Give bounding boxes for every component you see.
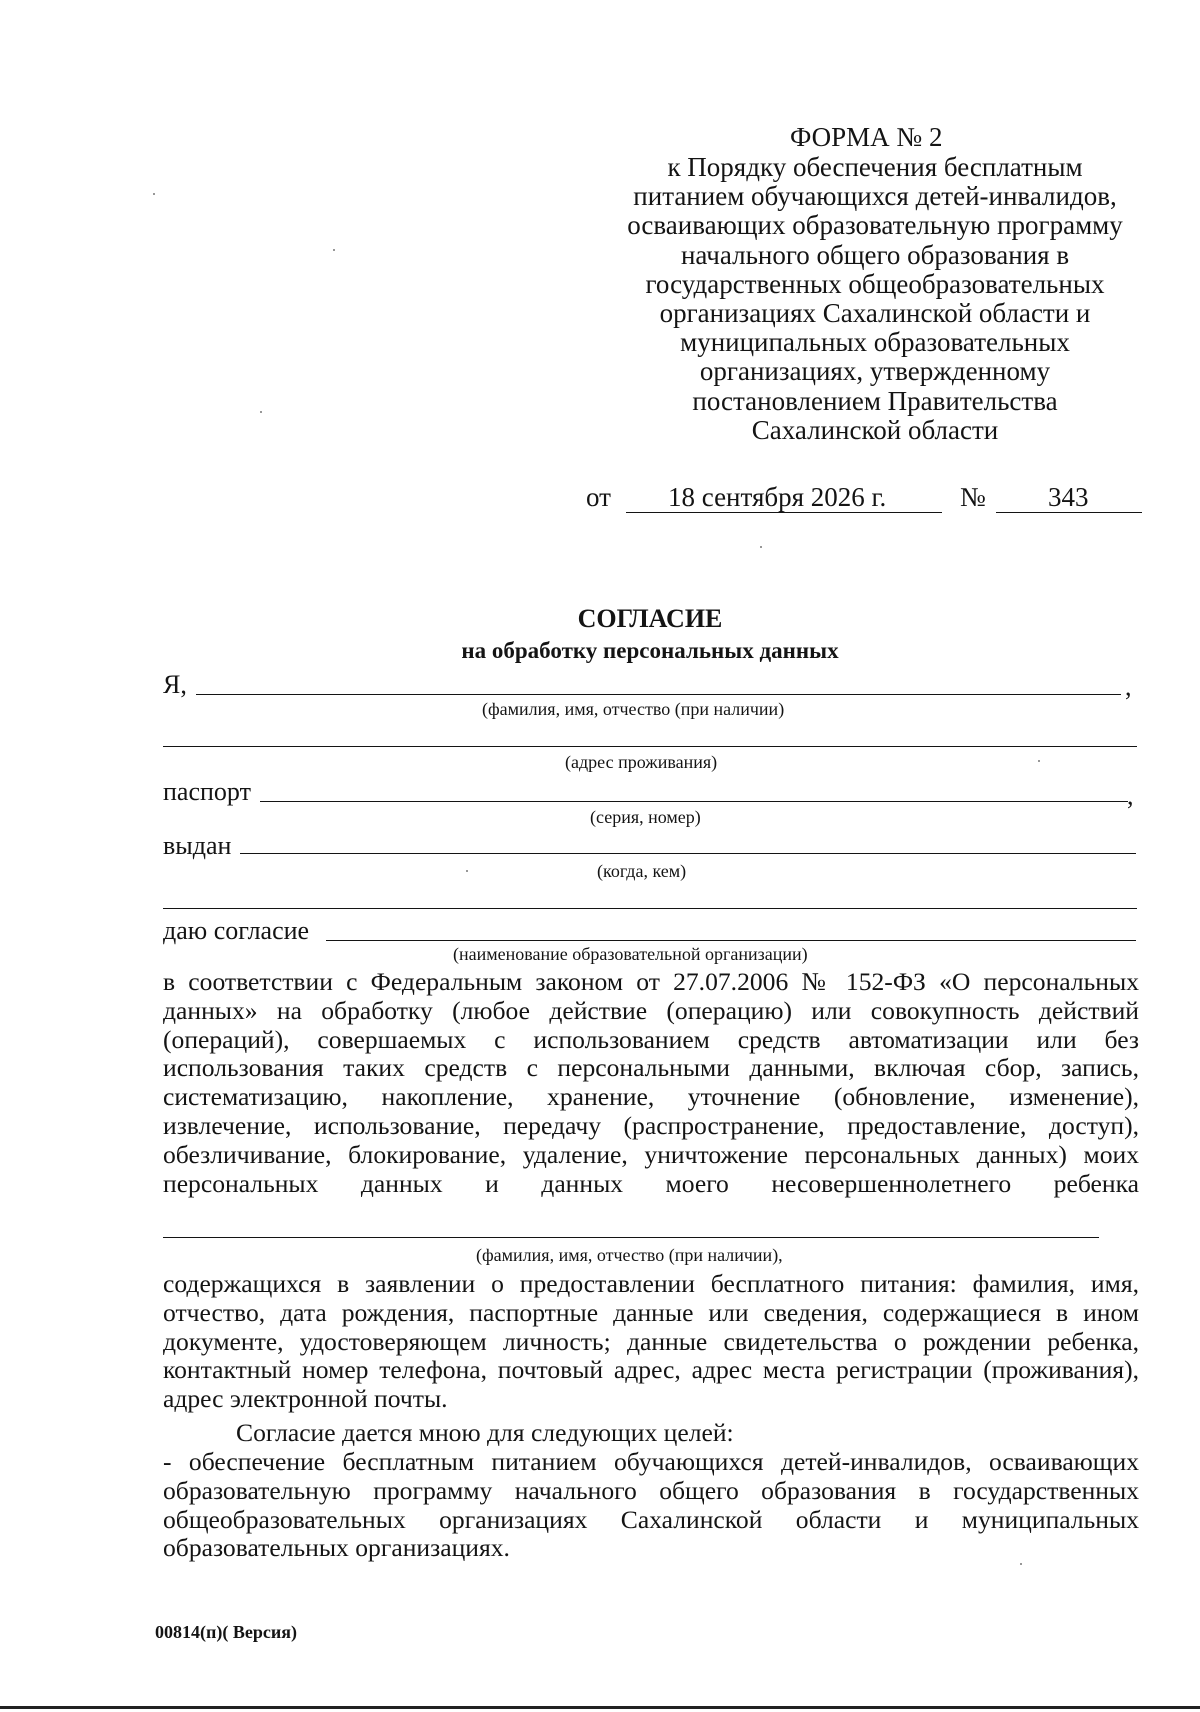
document-version-code: 00814(п)( Версия) bbox=[155, 1622, 297, 1642]
paragraph-line: образовательную программу начального общего образования в государственных bbox=[163, 1475, 1139, 1505]
child-fio-field[interactable] bbox=[163, 1237, 1099, 1238]
header-line: начального общего образования в bbox=[680, 239, 1070, 270]
passport-field[interactable] bbox=[260, 801, 1128, 802]
paragraph-line: документе, удостоверяющем личность; данные свидетельства о рождении ребенка, bbox=[163, 1326, 1139, 1356]
issued-field-continued[interactable] bbox=[163, 908, 1137, 909]
scan-speck bbox=[466, 870, 468, 872]
header-line: организациях, утвержденному bbox=[699, 356, 1051, 387]
organization-field[interactable] bbox=[326, 940, 1136, 941]
ya-label: Я, bbox=[163, 670, 187, 699]
header-line: постановлением Правительства bbox=[692, 385, 1058, 416]
child-fio-hint: (фамилия, имя, отчество (при наличии), bbox=[476, 1245, 783, 1265]
fio-comma: , bbox=[1125, 672, 1132, 701]
address-hint: (адрес проживания) bbox=[565, 752, 718, 772]
number-label: № bbox=[960, 482, 986, 512]
header-line: осваивающих образовательную программу bbox=[627, 210, 1123, 241]
paragraph-line: контактный номер телефона, почтовый адрес, адрес места регистрации (проживания), bbox=[163, 1355, 1139, 1385]
paragraph-line: использования таких средств с персональными данными, включая сбор, запись, bbox=[163, 1053, 1139, 1083]
issued-label: выдан bbox=[163, 831, 232, 860]
paragraph-line: данных» на обработку (любое действие (операцию) или совокупность действий bbox=[163, 995, 1139, 1025]
fio-field[interactable] bbox=[196, 694, 1121, 695]
paragraph-line: персональных данных и данных моего несовершеннолетнего ребенка bbox=[163, 1168, 1139, 1198]
decree-date-number-line bbox=[586, 482, 1146, 514]
data-list-paragraph bbox=[163, 1270, 1139, 1414]
passport-comma: , bbox=[1127, 781, 1134, 810]
issued-field[interactable] bbox=[240, 853, 1136, 854]
paragraph-line: адрес электронной почты. bbox=[163, 1384, 448, 1414]
form-number-title: ФОРМА № 2 bbox=[790, 122, 943, 152]
paragraph-line: общеобразовательных организациях Сахалинской области и муниципальных bbox=[163, 1504, 1139, 1534]
paragraph-line: - обеспечение бесплатным питанием обучающихся детей-инвалидов, осваивающих bbox=[163, 1447, 1139, 1476]
header-line: к Порядку обеспечения бесплатным bbox=[667, 152, 1083, 182]
decree-date: 18 сентября 2026 г. bbox=[668, 482, 887, 512]
paragraph-line: содержащихся в заявлении о предоставлении бесплатного питания: фамилия, имя, bbox=[163, 1269, 1139, 1298]
header-line: государственных общеобразовательных bbox=[645, 268, 1105, 299]
consent-label: даю согласие bbox=[163, 916, 310, 945]
purposes-intro: Согласие дается мною для следующих целей: bbox=[236, 1418, 734, 1447]
organization-hint: (наименование образовательной организации) bbox=[453, 944, 808, 964]
paragraph-line: образовательных организациях. bbox=[163, 1533, 510, 1563]
decree-number: 343 bbox=[1048, 482, 1089, 512]
passport-hint: (серия, номер) bbox=[590, 807, 701, 827]
from-label: от bbox=[586, 482, 611, 512]
scan-speck bbox=[1038, 760, 1040, 762]
issued-hint: (когда, кем) bbox=[597, 861, 687, 881]
paragraph-line: в соответствии с Федеральным законом от 27.07.2006 № 152-ФЗ «О персональных bbox=[163, 967, 1139, 996]
paragraph-line: отчество, дата рождения, паспортные данные или сведения, содержащиеся в ином bbox=[163, 1297, 1139, 1327]
form-header-block bbox=[590, 153, 1160, 445]
document-subtitle: на обработку персональных данных bbox=[461, 638, 839, 663]
scan-speck bbox=[333, 249, 335, 251]
paragraph-line: извлечение, использование, передачу (распространение, предоставление, доступ), bbox=[163, 1110, 1139, 1140]
paragraph-line: (операций), совершаемых с использованием средств автоматизации или без bbox=[163, 1024, 1139, 1054]
scan-speck bbox=[1020, 1563, 1022, 1565]
document-title: СОГЛАСИЕ bbox=[577, 604, 723, 633]
scan-speck bbox=[153, 193, 155, 195]
address-field[interactable] bbox=[163, 746, 1137, 747]
passport-label: паспорт bbox=[163, 777, 251, 806]
header-line: организациях Сахалинской области и bbox=[659, 298, 1091, 329]
fio-hint: (фамилия, имя, отчество (при наличии) bbox=[482, 699, 785, 719]
scan-speck bbox=[760, 546, 762, 548]
header-line: муниципальных образовательных bbox=[680, 327, 1070, 358]
scan-bottom-edge bbox=[0, 1706, 1200, 1709]
purposes-paragraph bbox=[163, 1448, 1139, 1563]
header-line: Сахалинской области bbox=[751, 414, 999, 445]
header-line: питанием обучающихся детей-инвалидов, bbox=[633, 181, 1117, 212]
scan-speck bbox=[260, 411, 262, 413]
paragraph-line: систематизацию, накопление, хранение, уточнение (обновление, изменение), bbox=[163, 1082, 1139, 1112]
paragraph-line: обезличивание, блокирование, удаление, уничтожение персональных данных) моих bbox=[163, 1139, 1139, 1169]
consent-paragraph bbox=[163, 968, 1139, 1198]
